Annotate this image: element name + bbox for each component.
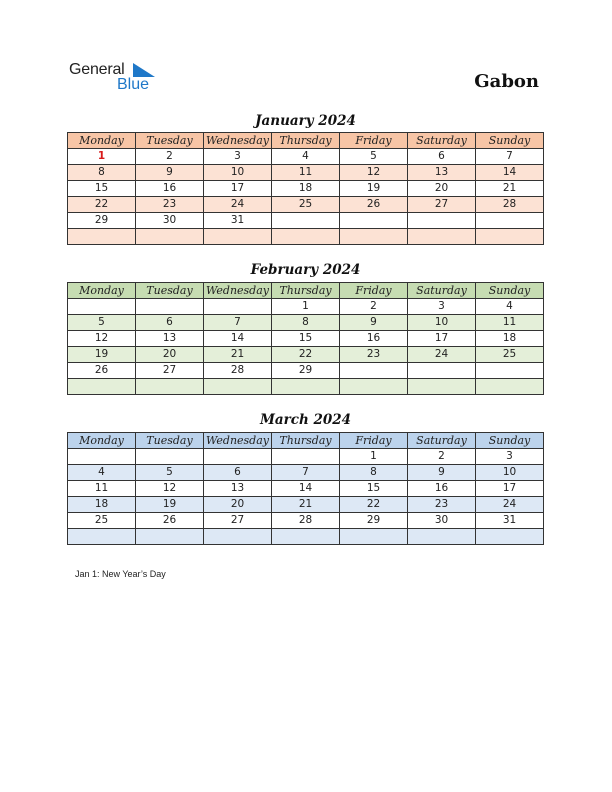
day-cell: 20 bbox=[204, 497, 272, 513]
day-cell: 27 bbox=[136, 363, 204, 379]
day-cell: 29 bbox=[272, 363, 340, 379]
weekday-header: Saturday bbox=[408, 433, 476, 449]
day-cell bbox=[272, 529, 340, 545]
day-cell: 29 bbox=[68, 213, 136, 229]
day-cell: 28 bbox=[204, 363, 272, 379]
weekday-header: Thursday bbox=[272, 133, 340, 149]
day-cell bbox=[408, 213, 476, 229]
day-cell: 16 bbox=[408, 481, 476, 497]
day-cell bbox=[68, 299, 136, 315]
day-cell bbox=[272, 379, 340, 395]
day-cell bbox=[68, 529, 136, 545]
day-cell: 27 bbox=[204, 513, 272, 529]
day-cell: 8 bbox=[272, 315, 340, 331]
weekday-header: Tuesday bbox=[136, 283, 204, 299]
day-cell: 21 bbox=[476, 181, 544, 197]
weekday-header: Wednesday bbox=[204, 433, 272, 449]
weekday-header: Sunday bbox=[476, 433, 544, 449]
weekday-header-row bbox=[68, 133, 544, 149]
day-cell: 1 bbox=[272, 299, 340, 315]
day-cell bbox=[408, 229, 476, 245]
week-row bbox=[68, 213, 544, 229]
day-cell: 4 bbox=[68, 465, 136, 481]
day-cell: 12 bbox=[340, 165, 408, 181]
day-cell bbox=[476, 229, 544, 245]
day-cell: 24 bbox=[408, 347, 476, 363]
day-cell: 24 bbox=[476, 497, 544, 513]
day-cell bbox=[340, 363, 408, 379]
day-cell bbox=[204, 229, 272, 245]
day-cell: 12 bbox=[68, 331, 136, 347]
day-cell: 17 bbox=[204, 181, 272, 197]
day-cell: 28 bbox=[476, 197, 544, 213]
day-cell: 4 bbox=[272, 149, 340, 165]
week-row bbox=[68, 497, 544, 513]
calendar-march bbox=[67, 432, 544, 545]
day-cell: 9 bbox=[136, 165, 204, 181]
day-cell: 9 bbox=[340, 315, 408, 331]
day-cell: 2 bbox=[408, 449, 476, 465]
day-cell: 28 bbox=[272, 513, 340, 529]
day-cell: 6 bbox=[408, 149, 476, 165]
day-cell: 5 bbox=[340, 149, 408, 165]
weekday-header: Monday bbox=[68, 283, 136, 299]
week-row bbox=[68, 465, 544, 481]
calendar-january bbox=[67, 132, 544, 245]
weekday-header: Sunday bbox=[476, 283, 544, 299]
day-cell: 18 bbox=[272, 181, 340, 197]
weekday-header: Tuesday bbox=[136, 133, 204, 149]
day-cell bbox=[408, 379, 476, 395]
day-cell: 25 bbox=[272, 197, 340, 213]
day-cell: 18 bbox=[68, 497, 136, 513]
day-cell: 20 bbox=[408, 181, 476, 197]
day-cell bbox=[476, 529, 544, 545]
day-cell: 9 bbox=[408, 465, 476, 481]
day-cell bbox=[136, 299, 204, 315]
day-cell: 11 bbox=[272, 165, 340, 181]
day-cell: 19 bbox=[68, 347, 136, 363]
day-cell bbox=[136, 449, 204, 465]
weekday-header: Friday bbox=[340, 283, 408, 299]
day-cell: 2 bbox=[340, 299, 408, 315]
weekday-header: Friday bbox=[340, 133, 408, 149]
day-cell bbox=[476, 379, 544, 395]
day-cell: 25 bbox=[476, 347, 544, 363]
day-cell: 19 bbox=[136, 497, 204, 513]
week-row bbox=[68, 331, 544, 347]
week-row bbox=[68, 315, 544, 331]
week-row bbox=[68, 481, 544, 497]
day-cell: 14 bbox=[476, 165, 544, 181]
day-cell: 8 bbox=[68, 165, 136, 181]
day-cell: 26 bbox=[68, 363, 136, 379]
day-cell: 22 bbox=[272, 347, 340, 363]
week-row bbox=[68, 165, 544, 181]
calendar-february bbox=[67, 282, 544, 395]
day-cell bbox=[340, 213, 408, 229]
day-cell bbox=[136, 529, 204, 545]
holiday-note: Jan 1: New Year’s Day bbox=[75, 569, 166, 579]
day-cell bbox=[68, 229, 136, 245]
day-cell bbox=[408, 529, 476, 545]
day-cell bbox=[204, 529, 272, 545]
weekday-header: Monday bbox=[68, 433, 136, 449]
day-cell: 6 bbox=[204, 465, 272, 481]
week-row bbox=[68, 299, 544, 315]
weekday-header-row bbox=[68, 283, 544, 299]
weekday-header: Monday bbox=[68, 133, 136, 149]
week-row bbox=[68, 347, 544, 363]
day-cell: 25 bbox=[68, 513, 136, 529]
week-row bbox=[68, 449, 544, 465]
day-cell: 11 bbox=[476, 315, 544, 331]
day-cell: 16 bbox=[340, 331, 408, 347]
weekday-header: Sunday bbox=[476, 133, 544, 149]
day-cell: 17 bbox=[476, 481, 544, 497]
day-cell: 22 bbox=[68, 197, 136, 213]
day-cell: 23 bbox=[136, 197, 204, 213]
day-cell bbox=[68, 379, 136, 395]
day-cell: 10 bbox=[204, 165, 272, 181]
day-cell: 19 bbox=[340, 181, 408, 197]
day-cell bbox=[272, 213, 340, 229]
day-cell: 17 bbox=[408, 331, 476, 347]
day-cell: 13 bbox=[204, 481, 272, 497]
day-cell bbox=[204, 449, 272, 465]
month-title-february: February 2024 bbox=[250, 262, 361, 278]
day-cell: 14 bbox=[204, 331, 272, 347]
day-cell: 16 bbox=[136, 181, 204, 197]
day-cell: 8 bbox=[340, 465, 408, 481]
week-row bbox=[68, 513, 544, 529]
logo-triangle-icon bbox=[133, 63, 155, 77]
weekday-header: Saturday bbox=[408, 133, 476, 149]
day-cell: 26 bbox=[340, 197, 408, 213]
day-cell: 31 bbox=[204, 213, 272, 229]
weekday-header: Wednesday bbox=[204, 133, 272, 149]
day-cell bbox=[408, 363, 476, 379]
day-cell: 13 bbox=[408, 165, 476, 181]
day-cell: 13 bbox=[136, 331, 204, 347]
day-cell-holiday: 1 bbox=[68, 149, 136, 165]
day-cell: 7 bbox=[272, 465, 340, 481]
day-cell bbox=[340, 379, 408, 395]
day-cell: 24 bbox=[204, 197, 272, 213]
day-cell bbox=[476, 363, 544, 379]
day-cell bbox=[272, 229, 340, 245]
day-cell: 3 bbox=[408, 299, 476, 315]
day-cell: 10 bbox=[476, 465, 544, 481]
week-row bbox=[68, 229, 544, 245]
day-cell: 12 bbox=[136, 481, 204, 497]
day-cell bbox=[136, 229, 204, 245]
day-cell: 21 bbox=[204, 347, 272, 363]
day-cell bbox=[476, 213, 544, 229]
day-cell bbox=[136, 379, 204, 395]
day-cell: 26 bbox=[136, 513, 204, 529]
day-cell: 29 bbox=[340, 513, 408, 529]
day-cell: 5 bbox=[68, 315, 136, 331]
day-cell: 5 bbox=[136, 465, 204, 481]
day-cell bbox=[340, 529, 408, 545]
week-row bbox=[68, 529, 544, 545]
day-cell bbox=[204, 299, 272, 315]
day-cell: 7 bbox=[204, 315, 272, 331]
day-cell bbox=[272, 449, 340, 465]
day-cell: 23 bbox=[340, 347, 408, 363]
calendar-body bbox=[68, 449, 544, 545]
day-cell: 27 bbox=[408, 197, 476, 213]
day-cell: 20 bbox=[136, 347, 204, 363]
day-cell: 4 bbox=[476, 299, 544, 315]
week-row bbox=[68, 379, 544, 395]
calendar-body bbox=[68, 149, 544, 245]
day-cell: 31 bbox=[476, 513, 544, 529]
weekday-header: Wednesday bbox=[204, 283, 272, 299]
week-row bbox=[68, 363, 544, 379]
country-title: Gabon bbox=[474, 71, 539, 92]
month-title-january: January 2024 bbox=[255, 113, 356, 129]
day-cell: 15 bbox=[272, 331, 340, 347]
week-row bbox=[68, 181, 544, 197]
logo bbox=[69, 61, 169, 97]
day-cell: 30 bbox=[136, 213, 204, 229]
week-row bbox=[68, 149, 544, 165]
weekday-header: Saturday bbox=[408, 283, 476, 299]
day-cell: 3 bbox=[476, 449, 544, 465]
weekday-header: Tuesday bbox=[136, 433, 204, 449]
day-cell bbox=[204, 379, 272, 395]
weekday-header: Thursday bbox=[272, 283, 340, 299]
day-cell: 23 bbox=[408, 497, 476, 513]
day-cell bbox=[68, 449, 136, 465]
day-cell bbox=[340, 229, 408, 245]
week-row bbox=[68, 197, 544, 213]
day-cell: 2 bbox=[136, 149, 204, 165]
day-cell: 30 bbox=[408, 513, 476, 529]
day-cell: 21 bbox=[272, 497, 340, 513]
month-title-march: March 2024 bbox=[259, 412, 352, 428]
day-cell: 3 bbox=[204, 149, 272, 165]
weekday-header: Friday bbox=[340, 433, 408, 449]
day-cell: 15 bbox=[68, 181, 136, 197]
day-cell: 1 bbox=[340, 449, 408, 465]
day-cell: 11 bbox=[68, 481, 136, 497]
day-cell: 18 bbox=[476, 331, 544, 347]
logo-word-general: General bbox=[69, 61, 125, 78]
day-cell: 6 bbox=[136, 315, 204, 331]
day-cell: 7 bbox=[476, 149, 544, 165]
day-cell: 15 bbox=[340, 481, 408, 497]
day-cell: 22 bbox=[340, 497, 408, 513]
day-cell: 10 bbox=[408, 315, 476, 331]
weekday-header-row bbox=[68, 433, 544, 449]
calendar-body bbox=[68, 299, 544, 395]
day-cell: 14 bbox=[272, 481, 340, 497]
logo-word-blue: Blue bbox=[117, 76, 150, 93]
weekday-header: Thursday bbox=[272, 433, 340, 449]
